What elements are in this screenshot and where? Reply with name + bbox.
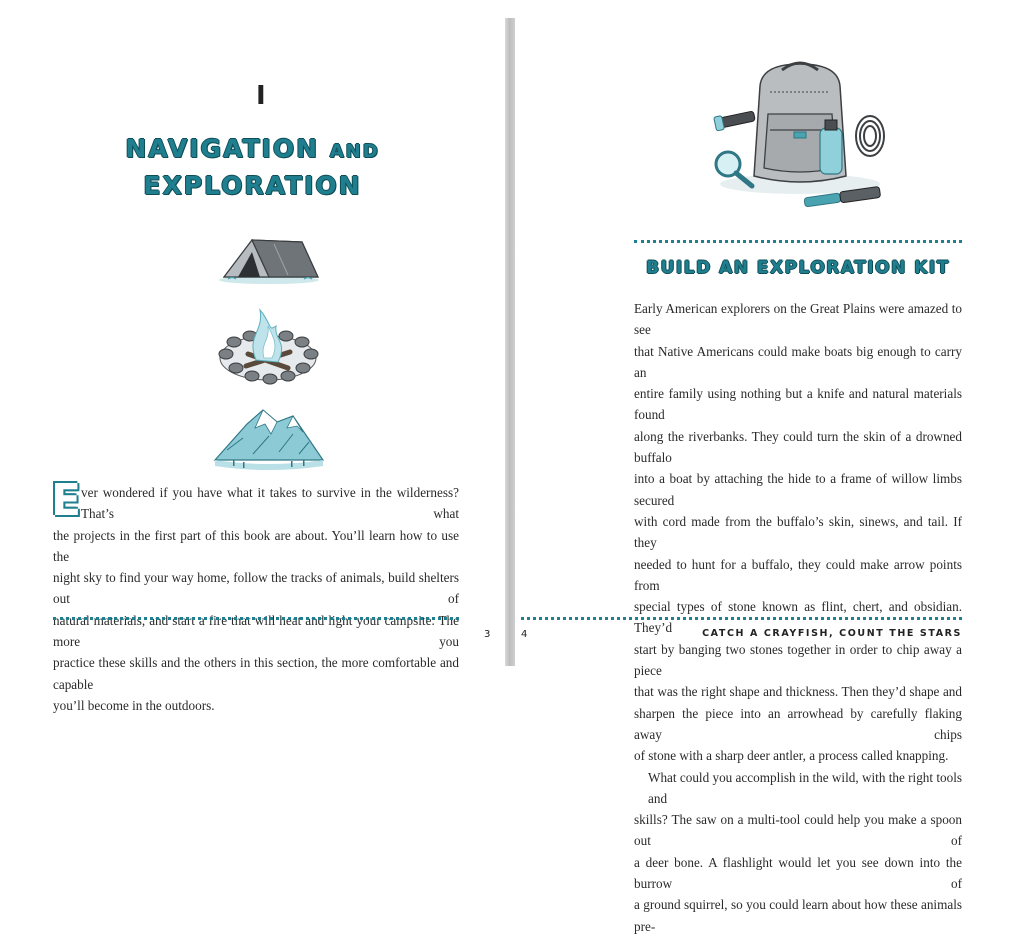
left-page bbox=[0, 0, 505, 713]
book-gutter bbox=[505, 18, 515, 666]
mountain-icon bbox=[213, 394, 325, 472]
footer-rule bbox=[53, 617, 459, 620]
body-line: along the riverbanks. They could turn the skin of a drowned buffalo bbox=[634, 428, 962, 466]
campfire-icon bbox=[216, 296, 320, 388]
body-line: practice these skills and the others in this section, the more comfortable and capable bbox=[53, 655, 459, 692]
body-line: into a boat by attaching the hide to a frame of willow limbs secured bbox=[634, 471, 962, 508]
body-line: night sky to find your way home, follow the tracks of animals, build shelters out of bbox=[53, 570, 459, 607]
chapter-title-line2: EXPLORATION bbox=[143, 171, 362, 200]
left-body-text bbox=[53, 482, 459, 716]
body-line: skills? The saw on a multi-tool could help you make a spoon out of bbox=[634, 812, 962, 849]
body-line: sharpen the piece into an arrowhead by carefully flaking away chips bbox=[634, 705, 962, 742]
page-number: 4 bbox=[521, 629, 528, 640]
chapter-title-line1 bbox=[0, 134, 505, 163]
body-line: a ground squirrel, so you could learn about how these animals pre- bbox=[634, 897, 962, 934]
body-line: a deer bone. A flashlight would let you see down into the burrow of bbox=[634, 854, 962, 892]
body-line: start by banging two stones together in order to chip away a piece bbox=[634, 641, 962, 679]
tent-icon bbox=[214, 222, 324, 286]
body-line: What could you accomplish in the wild, with the right tools and bbox=[648, 769, 962, 806]
body-line: needed to hunt for a buffalo, they could make arrow points from bbox=[634, 556, 962, 593]
footer-rule bbox=[521, 617, 962, 620]
chapter-title-connector: AND bbox=[329, 141, 380, 162]
body-line: ver wondered if you have what it takes to survive in the wilderness? That’s what bbox=[81, 485, 459, 522]
body-line: with cord made from the buffalo’s skin, sinews, and tail. If they bbox=[634, 513, 962, 551]
backpack-kit-icon bbox=[700, 56, 900, 216]
body-line: of stone with a sharp deer antler, a process called knapping. bbox=[634, 748, 949, 764]
section-rule bbox=[634, 240, 962, 243]
body-line: that Native Americans could make boats big enough to carry an bbox=[634, 343, 962, 380]
body-line: that was the right shape and thickness. Then they’d shape and bbox=[634, 684, 962, 700]
body-line: entire family using nothing but a knife and natural materials found bbox=[634, 386, 962, 423]
body-line: you’ll become in the outdoors. bbox=[53, 697, 215, 713]
running-head: CATCH A CRAYFISH, COUNT THE STARS bbox=[702, 628, 962, 639]
page-number: 3 bbox=[484, 629, 491, 640]
section-title: BUILD AN EXPLORATION KIT bbox=[646, 258, 950, 278]
chapter-number: I bbox=[256, 81, 266, 111]
body-line: natural materials, and start a fire that will heat and light your campsite. The more you bbox=[53, 612, 459, 650]
drop-cap: E bbox=[51, 475, 82, 526]
chapter-title-word: NAVIGATION bbox=[125, 134, 320, 163]
body-line: Early American explorers on the Great Plains were amazed to see bbox=[634, 301, 962, 338]
body-line: the projects in the first part of this book are about. You’ll learn how to use the bbox=[53, 527, 459, 564]
body-line: special types of stone known as flint, chert, and obsidian. They’d bbox=[634, 599, 962, 636]
